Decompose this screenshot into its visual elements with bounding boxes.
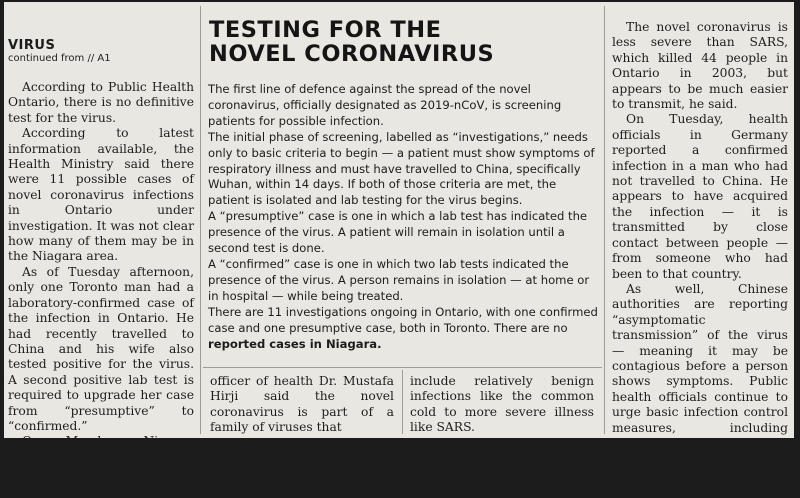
continued-from-label: continued from // A1 (8, 53, 111, 64)
box-paragraph: A “confirmed” case is one in which two lab tests indicated the presence of the virus. A person remains in isolation — at home or in hospital — while being treated. (208, 256, 590, 303)
right-column (612, 20, 788, 498)
box-bottom-rule (203, 367, 602, 368)
jump-header (8, 38, 111, 64)
info-box (208, 82, 600, 352)
box-paragraph: A “presumptive” case is one in which a lab test has indicated the presence of the virus. A patient will remain in isolation until a second test is done. (208, 209, 588, 256)
paragraph: According to latest information available, the Health Ministry said there were 11 possible cases of novel coronavirus infections in Ontario under investigation. It was not clear how many of them may be in the Niagara area. (8, 126, 194, 264)
paragraph: officer of health Dr. Mustafa Hirji said the novel coronavirus is part of a family of viruses that (210, 374, 394, 435)
newspaper-page (4, 2, 794, 497)
box-paragraph: The first line of defence against the spread of the novel coronavirus, officially designated as 2019-nCoV, is screening patients for possible infection. (208, 82, 562, 128)
column-divider (604, 6, 605, 434)
paragraph: As of Tuesday afternoon, only one Toronto man had a laboratory-confirmed case of the infection in Ontario. He had recently travelled to China and his wife also tested positive for the virus. A second positive lab test is required to upgrade her case from “presumptive” to “confirmed.” (8, 264, 194, 433)
headline-line: NOVEL CORONAVIRUS (209, 41, 495, 67)
left-column (8, 80, 194, 465)
headline-line: TESTING FOR THE (209, 17, 442, 43)
paragraph: On Tuesday, health officials in Germany reported a confirmed infection in a man who had not travelled to China. He appears to have acquired the infection — it is transmitted by close contact between people — from someone who had been to that country. (612, 112, 788, 281)
box-paragraph: The initial phase of screening, labelled as “investigations,” needs only to basic criteria to begin — a patient must show symptoms of respiratory illness and must have travelled to China, specifically Wuhan, within 14 days. If both of those criteria are met, the patient is isolated and lab testing for the virus begins. (208, 129, 595, 208)
paragraph: According to Public Health Ontario, there is no definitive test for the virus. (8, 80, 194, 125)
middle-column-b (410, 374, 594, 436)
section-label: VIRUS (8, 38, 56, 53)
box-paragraph: There are 11 investigations ongoing in Ontario, with one confirmed case and one presumptive case, both in Toronto. There are no reported cases in Niagara. (208, 304, 598, 351)
column-divider (200, 6, 201, 434)
paragraph: On Monday, Niagara medical (8, 434, 194, 464)
middle-column-a (210, 374, 394, 436)
paragraph: The novel coronavirus is less severe than SARS, which killed 44 people in Ontario in 2003, but appears to be much easier to transmit, he said. (612, 20, 788, 112)
paragraph: include relatively benign infections like the common cold to more severe illness like SARS. (410, 374, 594, 435)
headline (209, 18, 609, 66)
paragraph: As well, Chinese authorities are reporting “asymptomatic transmission” of the virus — meaning it may be contagious before a person shows symptoms. Public health officials continue to urge basic infection control measures, including washing of hands, coughing into your sleeve and staying home when sick, as ways to limit spread of the virus. (612, 281, 788, 497)
column-divider (402, 370, 403, 434)
bold-phrase: reported cases in Niagara. (208, 336, 382, 351)
